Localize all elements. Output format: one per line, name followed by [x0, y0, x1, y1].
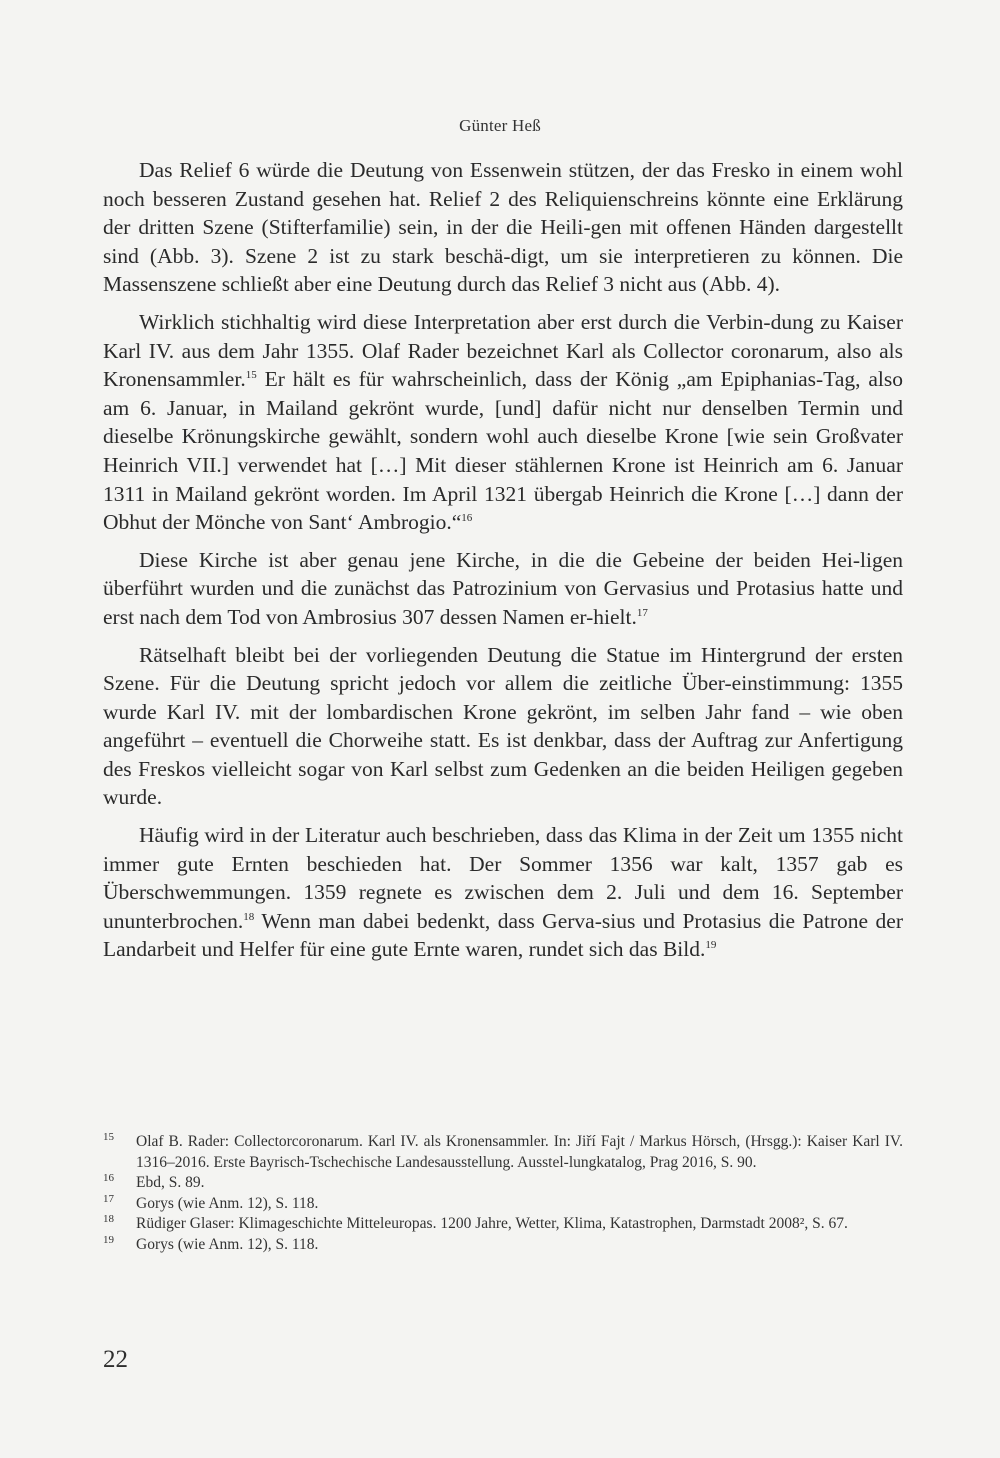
- body-text: [103, 156, 903, 973]
- paragraph-text: Häufig wird in der Literatur auch beschrieben, dass das Klima in der Zeit um 1355 nicht immer gute Ernten beschieden hat. Der Sommer 1356 war kalt, 1357 gab es Überschwemmungen. 1359 regnete es zwischen dem 2. Juli und dem 16. September ununterbrochen.: [103, 823, 903, 933]
- footnote: [103, 1173, 903, 1194]
- footnote-number: 15: [103, 1131, 114, 1143]
- paragraph-text: Er hält es für wahrscheinlich, dass der König „am Epiphanias-Tag, also am 6. Januar, in Mailand gekrönt wurde, [und] dafür nicht nur denselben Termin und dieselbe Krönungskirche gewählt, sondern wohl auch dieselbe Krone [wie sein Großvater Heinrich VII.] verwendet hat […] Mit dieser stählernen Krone ist Heinrich am 6. Januar 1311 in Mailand gekrönt worden. Im April 1321 übergab Heinrich die Krone […] dann der Obhut der Mönche von Sant‘ Ambrogio.“: [103, 367, 903, 535]
- footnote: [103, 1194, 903, 1215]
- paragraph-text: Wirklich stichhaltig wird diese Interpretation aber erst durch die Verbin-dung zu Kaiser Karl IV. aus dem Jahr 1355. Olaf Rader bezeichnet Karl als Collector coronarum, also als Kronensammler.: [103, 309, 903, 392]
- paragraph: [103, 821, 903, 964]
- footnote-number: 17: [103, 1192, 114, 1205]
- paragraph-text: Rätselhaft bleibt bei der vorliegenden Deutung die Statue im Hintergrund der ersten Szene. Für die Deutung spricht jedoch vor allem die zeitliche Über-einstimmung: 1355 wurde Karl IV. mit der lombardischen Krone gekrönt, im selben Jahr fand – wie oben angeführt – eventuell die Chorweihe statt. Es ist denkbar, dass der Auftrag zur Anfertigung des Freskos vielleicht sogar von Karl selbst zum Gedenken an die beiden Heiligen gegeben wurde.: [103, 642, 903, 810]
- paragraph: [103, 641, 903, 813]
- footnote: [103, 1235, 903, 1256]
- footnote-text: Gorys (wie Anm. 12), S. 118.: [136, 1235, 319, 1253]
- footnote-marker: 15: [245, 368, 257, 381]
- page-number: 22: [103, 1346, 128, 1373]
- paragraph: [103, 156, 903, 299]
- footnote-marker: 16: [461, 511, 473, 524]
- footnote-number: 16: [103, 1172, 114, 1184]
- paragraph-text: Diese Kirche ist aber genau jene Kirche, in die die Gebeine der beiden Hei-ligen überführt wurden und die zunächst das Patrozinium von Gervasius und Protasius hatte und erst nach dem Tod von Ambrosius 307 dessen Namen er-hielt.: [103, 547, 903, 629]
- footnote-text: Gorys (wie Anm. 12), S. 118.: [136, 1194, 319, 1212]
- footnote-marker: 17: [636, 606, 648, 619]
- footnote-number: 18: [103, 1213, 114, 1225]
- footnote-marker: 18: [243, 910, 255, 923]
- footnote-text: Ebd, S. 89.: [136, 1174, 205, 1191]
- footnotes: [103, 1132, 903, 1255]
- paragraph: [103, 308, 903, 537]
- footnote-number: 19: [103, 1233, 114, 1246]
- paragraph-text: Wenn man dabei bedenkt, dass Gerva-sius und Protasius die Patrone der Landarbeit und Helfer für eine gute Ernte waren, rundet sich das Bild.: [103, 908, 903, 962]
- footnote: [103, 1132, 903, 1173]
- running-head-author: Günter Heß: [459, 116, 541, 135]
- paragraph: [103, 546, 903, 632]
- footnote-marker: 19: [705, 939, 717, 952]
- footnote-text: Rüdiger Glaser: Klimageschichte Mitteleuropas. 1200 Jahre, Wetter, Klima, Katastrophen, Darmstadt 2008², S. 67.: [136, 1215, 848, 1232]
- paragraph-text: Das Relief 6 würde die Deutung von Essenwein stützen, der das Fresko in einem wohl noch besseren Zustand gesehen hat. Relief 2 des Reliquienschreins könnte eine Erklärung der dritten Szene (Stifterfamilie) sein, in der die Heili-gen mit offenen Händen dargestellt sind (Abb. 3). Szene 2 ist zu stark beschä-digt, um sie interpretieren zu können. Die Massenszene schließt aber eine Deutung durch das Relief 3 nicht aus (Abb. 4).: [103, 158, 903, 297]
- footnote: [103, 1214, 903, 1235]
- footnote-text: Olaf B. Rader: Collectorcoronarum. Karl IV. als Kronensammler. In: Jiří Fajt / Markus Hörsch, (Hrsgg.): Kaiser Karl IV. 1316–2016. Erste Bayrisch-Tschechische Landesausstellung. Ausstel-lungkatalog, Prag 2016, S. 90.: [136, 1133, 903, 1171]
